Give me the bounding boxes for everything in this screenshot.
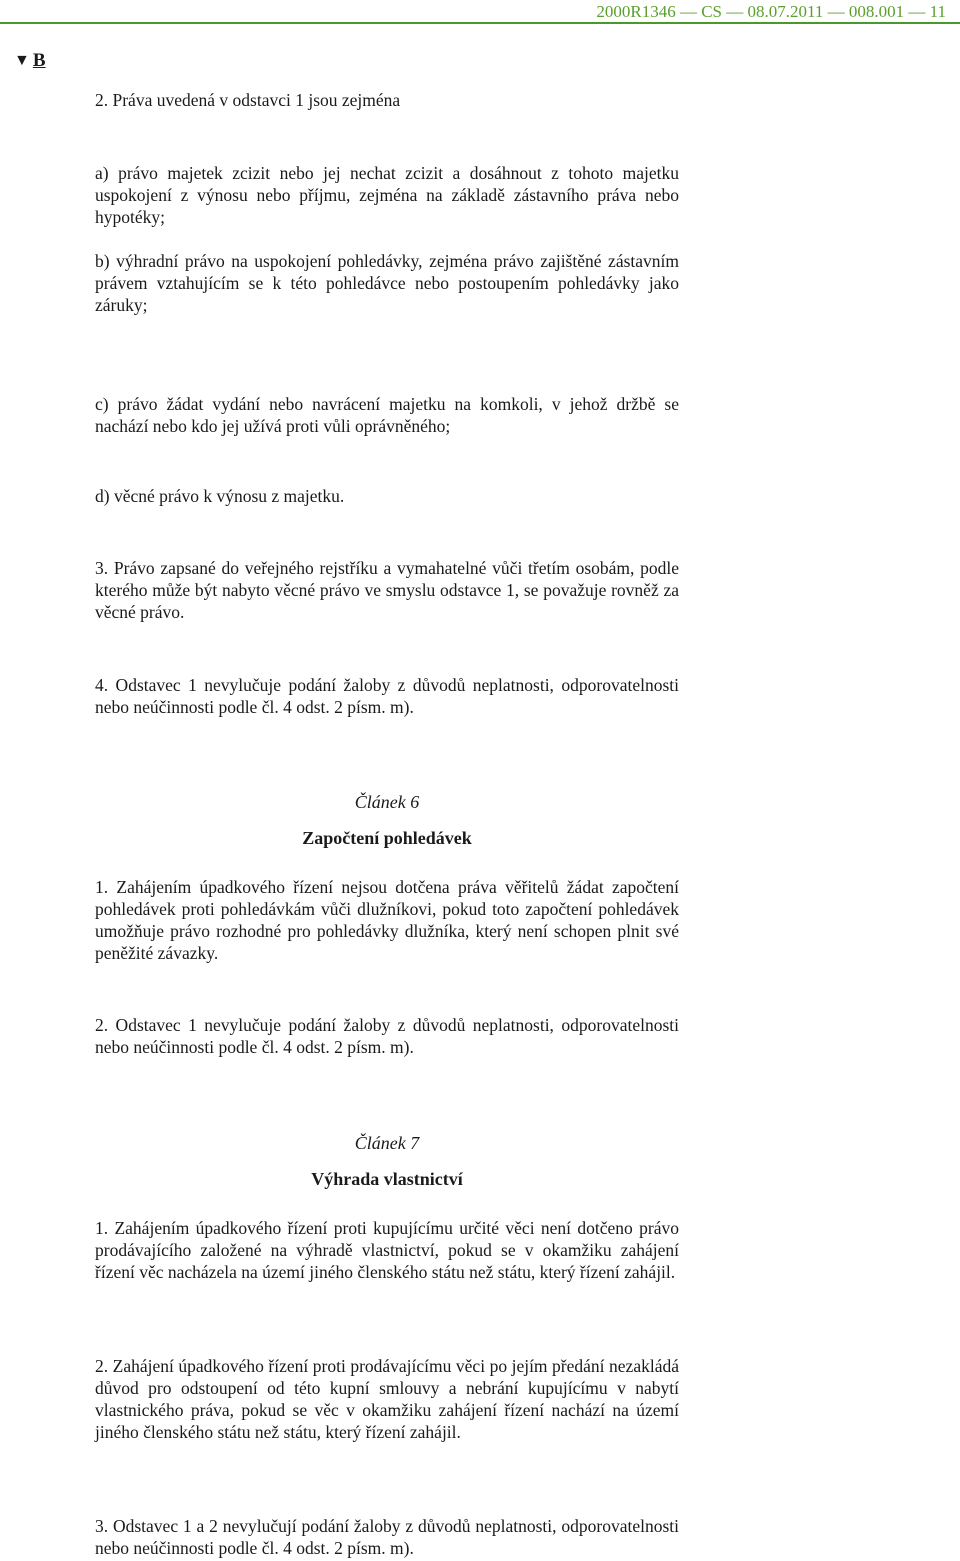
point-a: a) právo majetek zcizit nebo jej nechat zcizit a dosáhnout z tohoto majetku uspokojení z výnosu nebo příjmu, zejména na základě zástavního práva nebo hypotéky; <box>95 163 679 227</box>
article-7-title: Výhrada vlastnictví <box>311 1169 463 1189</box>
point-b: b) výhradní právo na uspokojení pohledávky, zejména právo zajištěné zástavním právem vztahujícím se k této pohledávce nebo postoupením pohledávky jako záruky; <box>95 251 679 315</box>
paragraph-4: 4. Odstavec 1 nevylučuje podání žaloby z důvodů neplatnosti, odporovatelnosti nebo neúčinnosti podle čl. 4 odst. 2 písm. m). <box>95 675 679 717</box>
paragraph-2: 2. Práva uvedená v odstavci 1 jsou zejména <box>95 90 401 110</box>
paragraph-3: 3. Právo zapsané do veřejného rejstříku a vymahatelné vůči třetím osobám, podle kterého může být nabyto věcné právo ve smyslu odstavce 1, se považuje rovněž za věcné právo. <box>95 558 679 622</box>
article-6-paragraph-2: 2. Odstavec 1 nevylučuje podání žaloby z důvodů neplatnosti, odporovatelnosti nebo neúčinnosti podle čl. 4 odst. 2 písm. m). <box>95 1015 679 1057</box>
document-reference: 2000R1346 — CS — 08.07.2011 — 008.001 — 11 <box>596 2 946 21</box>
article-6-title: Započtení pohledávek <box>302 828 472 848</box>
article-7-paragraph-2: 2. Zahájení úpadkového řízení proti prodávajícímu věci po jejím předání nezakládá důvod pro odstoupení od této kupní smlouvy a nebrání kupujícímu v nabytí vlastnického práva, pokud se věc v okamžiku zahájení řízení nachází na území jiného členského státu než státu, který řízení zahájil. <box>95 1356 679 1442</box>
article-7-number: Článek 7 <box>354 1133 420 1153</box>
point-d: d) věcné právo k výnosu z majetku. <box>95 486 345 506</box>
triangle-down-icon: ▼ <box>14 52 30 69</box>
article-7-paragraph-3: 3. Odstavec 1 a 2 nevylučují podání žaloby z důvodů neplatnosti, odporovatelnosti nebo neúčinnosti podle čl. 4 odst. 2 písm. m). <box>95 1516 679 1558</box>
point-c: c) právo žádat vydání nebo navrácení majetku na komkoli, v jehož držbě se nachází nebo kdo jej užívá proti vůli oprávněného; <box>95 394 679 436</box>
amendment-marker <box>14 50 46 72</box>
marker-label: B <box>32 50 46 71</box>
article-6-paragraph-1: 1. Zahájením úpadkového řízení nejsou dotčena práva věřitelů žádat započtení pohledávek proti pohledávkám vůči dlužníkovi, pokud toto započtení pohledávek umožňuje právo rozhodné pro pohledávky dlužníka, který není schopen plnit své peněžité závazky. <box>95 877 679 963</box>
article-7-paragraph-1: 1. Zahájením úpadkového řízení proti kupujícímu určité věci není dotčeno právo prodávajícího založené na výhradě vlastnictví, pokud se v okamžiku zahájení řízení věc nacházela na území jiného členského státu než státu, který řízení zahájil. <box>95 1218 679 1282</box>
article-6-number: Článek 6 <box>354 792 420 812</box>
page-header <box>0 0 960 24</box>
